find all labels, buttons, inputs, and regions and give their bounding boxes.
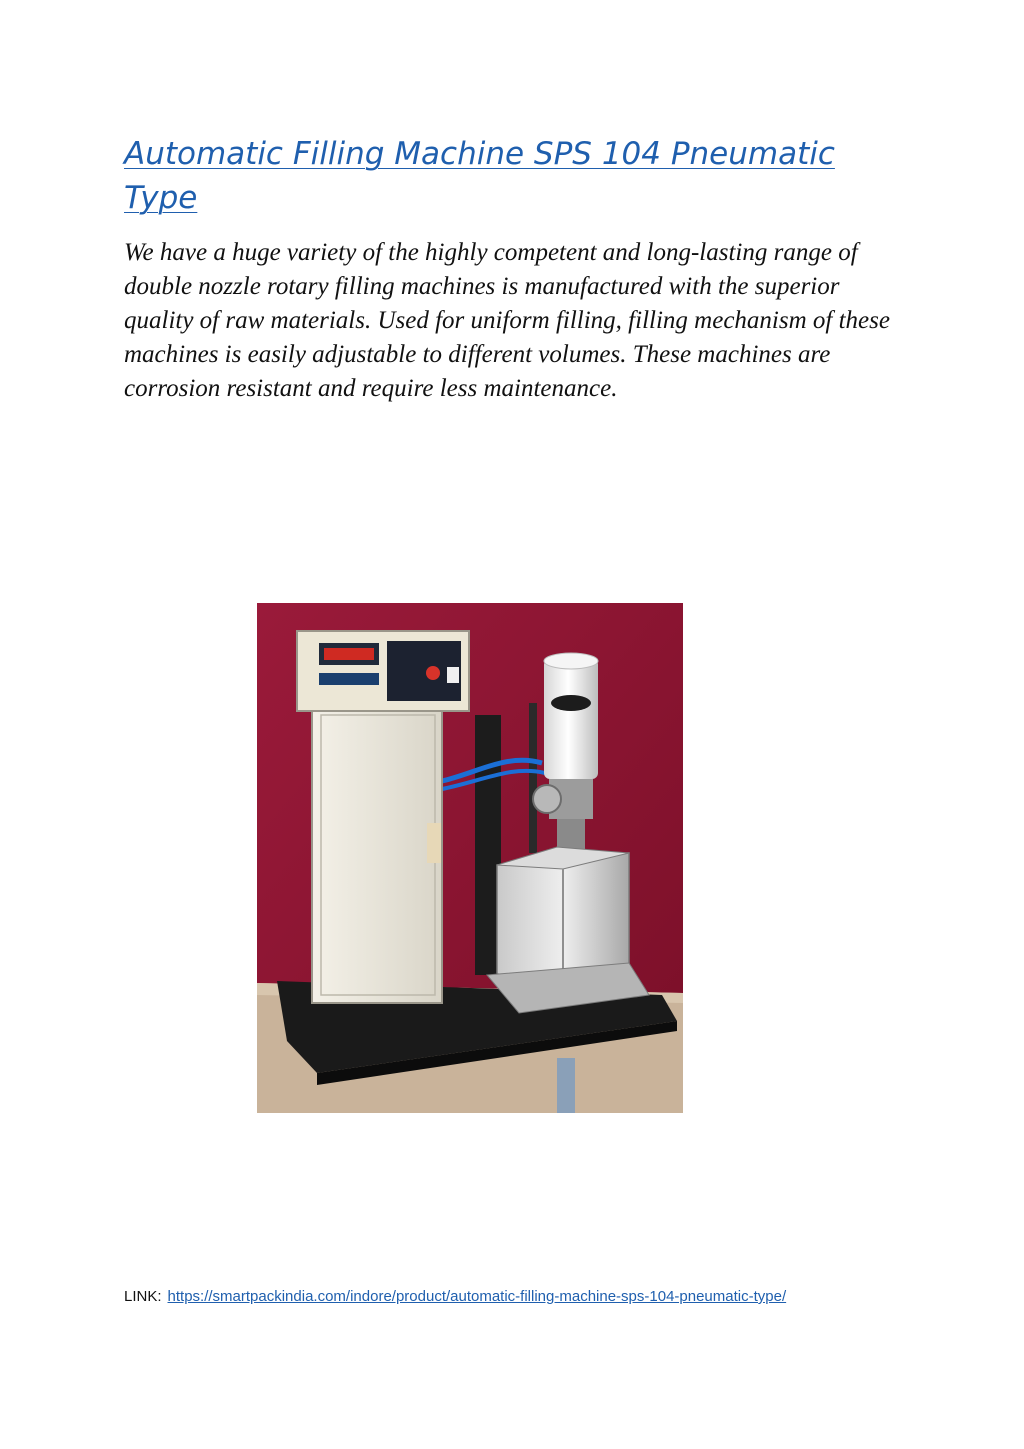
machine-photo: [257, 603, 683, 1113]
source-link[interactable]: https://smartpackindia.com/indore/product/automatic-filling-machine-sps-104-pneumatic-type/: [167, 1288, 787, 1305]
page-title[interactable]: Automatic Filling Machine SPS 104 Pneumatic Type: [124, 136, 835, 216]
source-link-line: [124, 1287, 786, 1307]
product-description: We have a huge variety of the highly competent and long-lasting range of double nozzle rotary filling machines is manufactured with the superior quality of raw materials. Used for uniform filling, filling mechanism of these machines is easily adjustable to different volumes. These machines are corrosion resistant and require less maintenance.: [124, 239, 890, 402]
link-label: LINK:: [124, 1288, 162, 1305]
